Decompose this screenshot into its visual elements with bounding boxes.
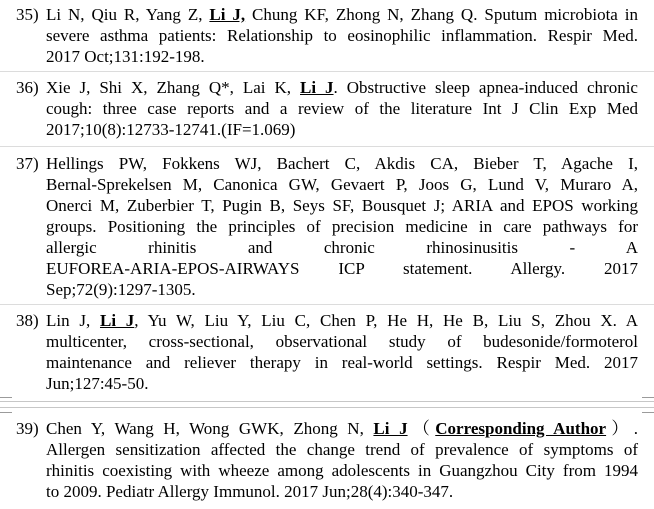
reference-line: Chen Y, Wang H, Wong GWK, Zhong N, Li J（Corresponding Author）. — [46, 419, 639, 438]
reference-line: groups. Positioning the principles of precision medicine in care pathways for — [46, 217, 638, 236]
reference-number: 35) — [16, 5, 39, 24]
reference-number: 39) — [16, 419, 39, 438]
reference-number: 37) — [16, 154, 39, 173]
highlighted-author: Li J, — [209, 5, 246, 24]
reference-line: Jun;127:45-50. — [46, 374, 149, 393]
reference-line: Sep;72(9):1297-1305. — [46, 280, 196, 299]
page-corner-mark — [642, 412, 654, 413]
reference-line: allergic rhinitis and chronic rhinosinusitis - A — [46, 238, 638, 257]
corresponding-author-label: Corresponding Author — [435, 419, 607, 438]
reference-line: Bernal-Sprekelsen M, Canonica GW, Gevaert P, Joos G, Lund V, Muraro A, — [46, 175, 638, 194]
reference-line: Onerci M, Zuberbier T, Pugin B, Seys SF, Bousquet J; ARIA and EPOS working — [46, 196, 638, 215]
reference-number: 38) — [16, 311, 39, 330]
divider — [0, 146, 654, 147]
reference-line: EUFOREA-ARIA-EPOS-AIRWAYS ICP statement. Allergy. 2017 — [46, 259, 638, 278]
reference-line: Allergen sensitization affected the change trend of prevalence of symptoms of — [46, 440, 638, 459]
reference-line: Xie J, Shi X, Zhang Q*, Lai K, Li J. Obstructive sleep apnea-induced chronic — [46, 78, 638, 97]
reference-line: maintenance and reliever therapy in real-world settings. Respir Med. 2017 — [46, 353, 638, 372]
reference-line: rhinitis coexisting with wheeze among adolescents in Guangzhou City from 1994 — [46, 461, 638, 480]
highlighted-author: Li J — [99, 311, 135, 330]
page-corner-mark — [642, 397, 654, 398]
reference-line: severe asthma patients: Relationship to eosinophilic inflammation. Respir Med. — [46, 26, 638, 45]
reference-line: Li N, Qiu R, Yang Z, Li J, Chung KF, Zhong N, Zhang Q. Sputum microbiota in — [46, 5, 638, 24]
reference-line: 2017 Oct;131:192-198. — [46, 47, 205, 66]
reference-line: to 2009. Pediatr Allergy Immunol. 2017 Jun;28(4):340-347. — [46, 482, 454, 501]
reference-line: multicenter, cross-sectional, observational study of budesonide/formoterol — [46, 332, 638, 351]
highlighted-author: Li J — [300, 78, 334, 97]
page-break-separator — [0, 401, 654, 408]
divider — [0, 71, 654, 72]
reference-line: Lin J, Li J, Yu W, Liu Y, Liu C, Chen P, He H, He B, Liu S, Zhou X. A — [46, 311, 638, 330]
divider — [0, 304, 654, 305]
reference-line: 2017;10(8):12733-12741.(IF=1.069) — [46, 120, 296, 139]
reference-line: cough: three case reports and a review of the literature Int J Clin Exp Med — [46, 99, 638, 118]
highlighted-author: Li J — [373, 419, 408, 438]
page-corner-mark — [0, 412, 12, 413]
page-corner-mark — [0, 397, 12, 398]
reference-number: 36) — [16, 78, 39, 97]
reference-line: Hellings PW, Fokkens WJ, Bachert C, Akdis CA, Bieber T, Agache I, — [46, 154, 638, 173]
